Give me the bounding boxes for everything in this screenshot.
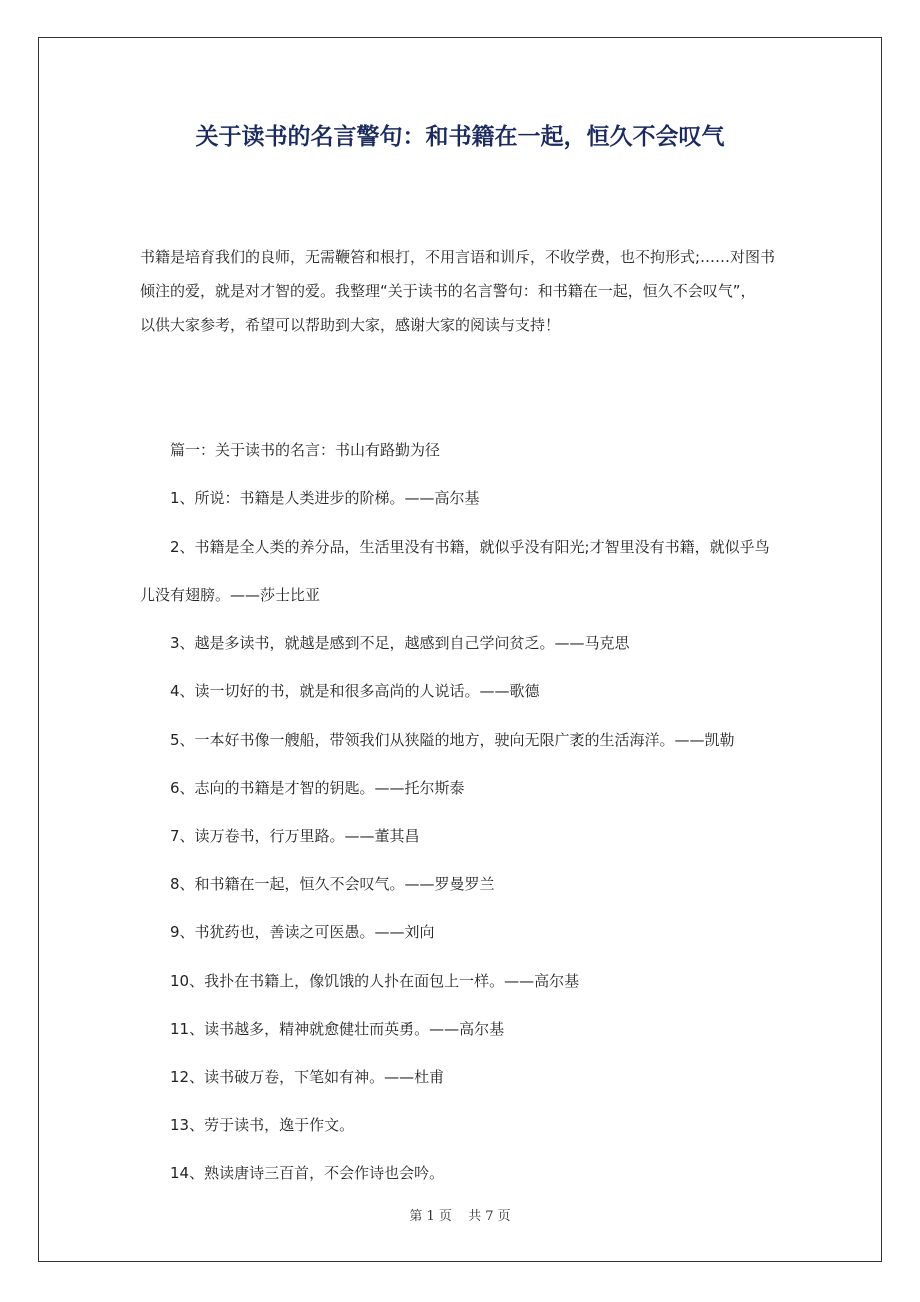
quote-item: 6、志向的书籍是才智的钥匙。——托尔斯泰 — [170, 779, 465, 797]
page-title: 关于读书的名言警句：和书籍在一起，恒久不会叹气 — [195, 124, 725, 150]
quote-item: 2、书籍是全人类的养分品，生活里没有书籍，就似乎没有阳光;才智里没有书籍，就似乎鸟 — [170, 538, 770, 556]
quote-item: 13、劳于读书，逸于作文。 — [170, 1116, 355, 1134]
intro-line: 以供大家参考，希望可以帮助到大家，感谢大家的阅读与支持！ — [140, 316, 561, 334]
quote-item: 14、熟读唐诗三百首，不会作诗也会吟。 — [170, 1164, 445, 1182]
quote-item-continuation: 儿没有翅膀。——莎士比亚 — [140, 586, 321, 604]
quote-item: 4、读一切好的书，就是和很多高尚的人说话。——歌德 — [170, 682, 540, 700]
page-number: 第 1 页 — [409, 1209, 452, 1224]
quote-item: 8、和书籍在一起，恒久不会叹气。——罗曼罗兰 — [170, 875, 495, 893]
quote-item: 7、读万卷书，行万里路。——董其昌 — [170, 827, 420, 845]
intro-line: 书籍是培育我们的良师，无需鞭笞和根打，不用言语和训斥，不收学费，也不拘形式;……对图书 — [140, 248, 776, 266]
quote-item: 11、读书越多，精神就愈健壮而英勇。——高尔基 — [170, 1020, 505, 1038]
quote-item: 1、所说：书籍是人类进步的阶梯。——高尔基 — [170, 489, 480, 507]
quote-item: 9、书犹药也，善读之可医愚。——刘向 — [170, 923, 435, 941]
page-total: 共 7 页 — [468, 1209, 511, 1224]
intro-paragraph — [140, 240, 790, 342]
quote-item: 3、越是多读书，就越是感到不足，越感到自己学问贫乏。——马克思 — [170, 634, 630, 652]
quote-item: 10、我扑在书籍上，像饥饿的人扑在面包上一样。——高尔基 — [170, 972, 580, 990]
page-footer — [38, 1205, 882, 1224]
section-heading: 篇一：关于读书的名言：书山有路勤为径 — [170, 441, 441, 459]
intro-line: 倾注的爱，就是对才智的爱。我整理“关于读书的名言警句：和书籍在一起，恒久不会叹气”， — [140, 282, 756, 300]
quote-item: 5、一本好书像一艘船，带领我们从狭隘的地方，驶向无限广袤的生活海洋。——凯勒 — [170, 731, 735, 749]
quote-item: 12、读书破万卷，下笔如有神。——杜甫 — [170, 1068, 445, 1086]
